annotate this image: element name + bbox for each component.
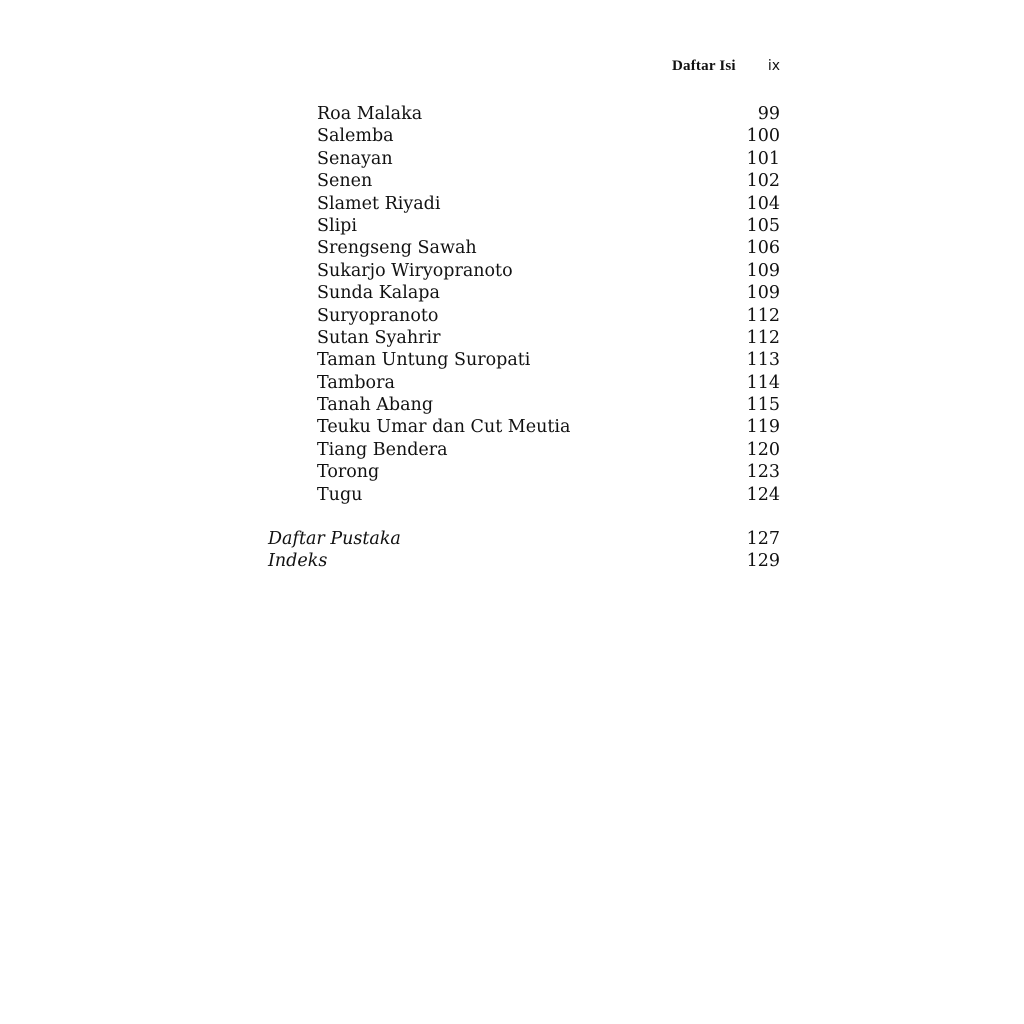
toc-entry-daftar-pustaka[interactable] [268, 528, 780, 550]
toc-entry[interactable] [268, 215, 780, 237]
table-of-contents [268, 103, 780, 573]
toc-entry-page: 127 [746, 529, 780, 550]
toc-entry-page: 109 [746, 260, 780, 281]
toc-entry-title: Sutan Syahrir [317, 327, 441, 348]
toc-entry-page: 120 [746, 439, 780, 460]
toc-entry-title: Senayan [317, 148, 393, 169]
toc-entry-page: 102 [746, 171, 780, 192]
toc-entry-title: Salemba [317, 126, 394, 147]
toc-entry-page: 112 [746, 327, 780, 348]
toc-entry-title: Roa Malaka [317, 104, 423, 124]
toc-entry-title: Tanah Abang [317, 395, 434, 416]
toc-entry-page: 105 [746, 215, 780, 236]
toc-entry[interactable] [268, 193, 780, 215]
toc-entry-title: Tugu [317, 484, 363, 505]
toc-entry[interactable] [268, 327, 780, 349]
toc-entry[interactable] [268, 416, 780, 438]
section-spacer [268, 506, 780, 528]
toc-entry[interactable] [268, 439, 780, 461]
toc-entry-page: 113 [746, 350, 780, 371]
running-header [672, 58, 780, 75]
toc-entry[interactable] [268, 461, 780, 483]
toc-entry-indeks[interactable] [268, 550, 780, 572]
toc-entry-page: 124 [746, 484, 780, 505]
toc-entry[interactable] [268, 103, 780, 125]
toc-entry-title: Sunda Kalapa [317, 283, 440, 304]
toc-entry-title: Teuku Umar dan Cut Meutia [317, 417, 571, 438]
toc-entry-page: 104 [746, 193, 780, 214]
toc-entry[interactable] [268, 260, 780, 282]
toc-entry-page: 99 [757, 104, 780, 124]
toc-entry-page: 109 [746, 283, 780, 304]
toc-entry-title: Slipi [317, 215, 357, 236]
toc-entry[interactable] [268, 170, 780, 192]
toc-entry-page: 115 [746, 395, 780, 416]
toc-entry-title: Suryopranoto [317, 305, 439, 326]
toc-entry[interactable] [268, 282, 780, 304]
toc-entry-title: Tambora [317, 372, 395, 393]
toc-entry-page: 106 [746, 238, 780, 259]
toc-entry-title: Senen [317, 171, 373, 192]
toc-entry[interactable] [268, 237, 780, 259]
toc-entry-page: 119 [746, 417, 780, 438]
header-page-number: ix [767, 58, 780, 74]
toc-entry-title: Taman Untung Suropati [317, 350, 531, 371]
toc-entry[interactable] [268, 125, 780, 147]
toc-entry-page: 114 [746, 372, 780, 393]
toc-entry-page: 100 [746, 126, 780, 147]
toc-entry-title: Sukarjo Wiryopranoto [317, 260, 513, 281]
toc-entry-title: Srengseng Sawah [317, 238, 477, 259]
toc-entry-title: Torong [317, 462, 380, 483]
toc-entry[interactable] [268, 394, 780, 416]
toc-entry-title: Slamet Riyadi [317, 193, 441, 214]
toc-entry-page: 101 [746, 148, 780, 169]
toc-entry-page: 112 [746, 305, 780, 326]
toc-entry-page: 129 [746, 551, 780, 572]
toc-entry-title: Indeks [268, 551, 328, 572]
toc-entry-title: Daftar Pustaka [268, 529, 401, 550]
toc-entry[interactable] [268, 349, 780, 371]
toc-entry[interactable] [268, 372, 780, 394]
toc-entry-page: 123 [746, 462, 780, 483]
toc-entry[interactable] [268, 484, 780, 506]
toc-entry[interactable] [268, 148, 780, 170]
toc-entry[interactable] [268, 305, 780, 327]
toc-entry-title: Tiang Bendera [317, 439, 448, 460]
header-title: Daftar Isi [672, 58, 736, 74]
